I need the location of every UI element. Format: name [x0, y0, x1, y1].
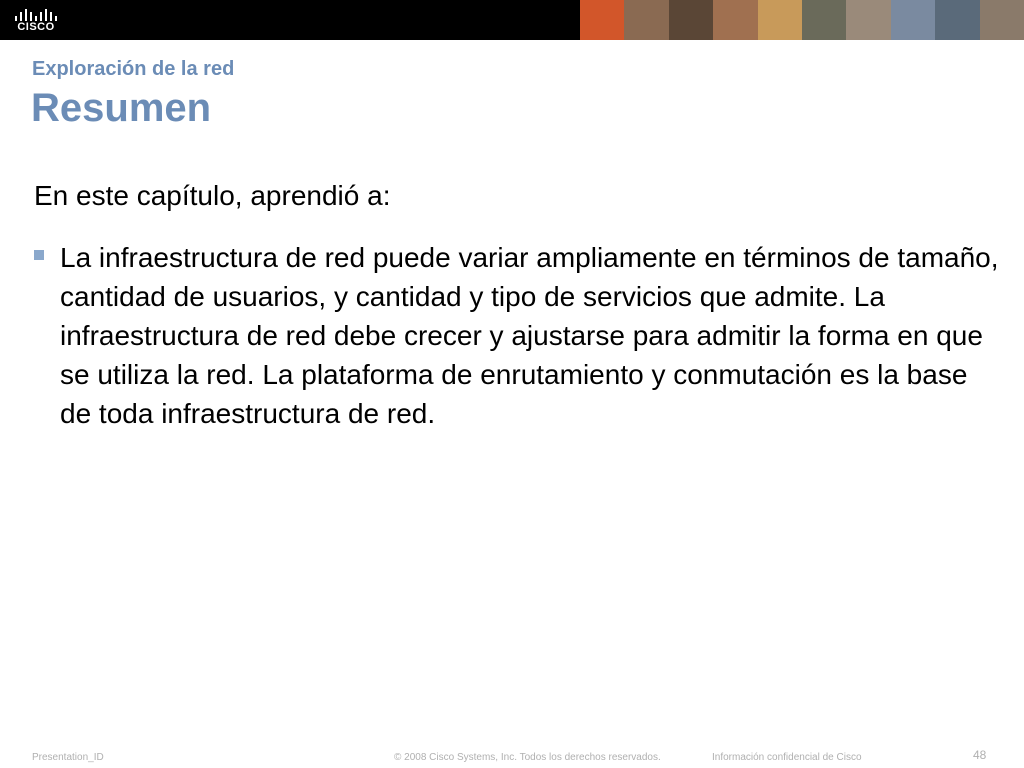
person-photo-2: [669, 0, 713, 40]
person-photo-4: [758, 0, 802, 40]
page-number: 48: [973, 748, 987, 762]
person-photo-1: [624, 0, 668, 40]
abstract-photo: [580, 0, 624, 40]
person-photo-8: [935, 0, 979, 40]
person-photo-3: [713, 0, 757, 40]
slide-subtitle: Exploración de la red: [32, 58, 235, 80]
footer-presentation-id: Presentation_ID: [32, 752, 104, 763]
square-bullet-icon: [34, 250, 44, 260]
person-photo-9: [980, 0, 1024, 40]
bullet-item: [34, 238, 1004, 433]
cisco-bars-icon: [14, 8, 58, 22]
footer-confidential: Información confidencial de Cisco: [712, 752, 862, 763]
slide-title: Resumen: [31, 86, 212, 130]
intro-text: En este capítulo, aprendió a:: [34, 180, 391, 211]
photo-strip: [580, 0, 1024, 40]
header-band: [0, 0, 1024, 40]
cisco-logo: [12, 6, 60, 34]
footer-copyright: © 2008 Cisco Systems, Inc. Todos los derechos reservados.: [394, 752, 661, 763]
cisco-logo-text: CISCO: [17, 21, 55, 33]
bullet-text: La infraestructura de red puede variar ampliamente en términos de tamaño, cantidad de usuarios, y cantidad y tipo de servicios que admite. La infraestructura de red debe crecer y ajustarse para admitir la forma en que se utiliza la red. La plataforma de enrutamiento y conmutación es la base de toda infraestructura de red.: [60, 242, 999, 429]
person-photo-5: [802, 0, 846, 40]
person-photo-6: [846, 0, 890, 40]
person-photo-7: [891, 0, 935, 40]
